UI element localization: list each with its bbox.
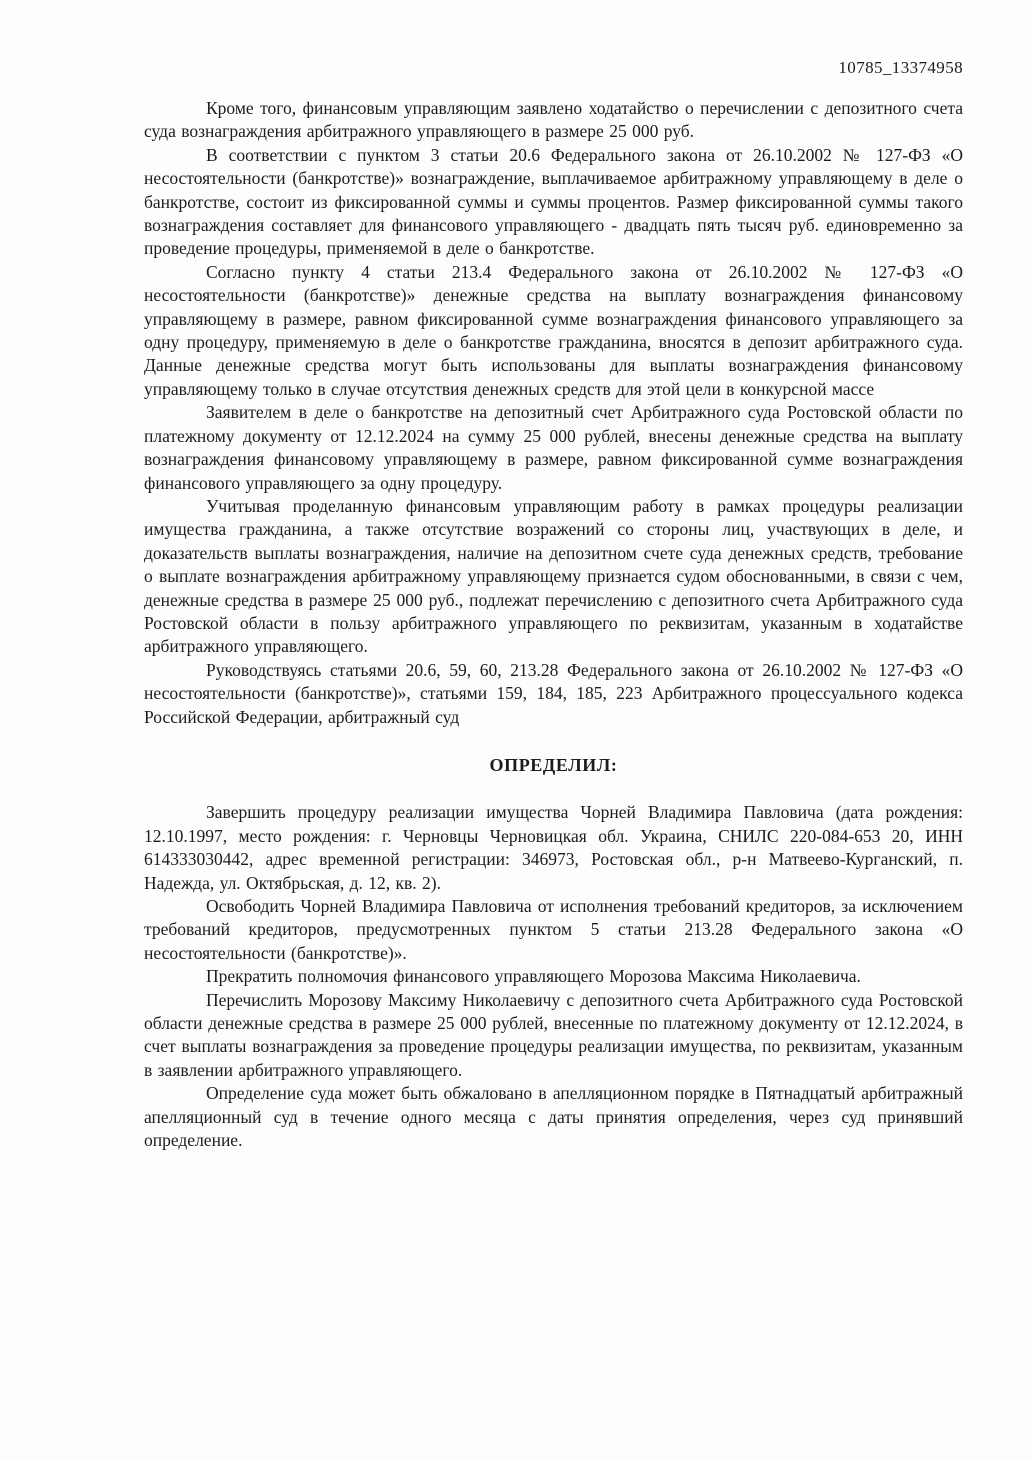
- paragraph-motion-transfer: Кроме того, финансовым управляющим заявлено ходатайство о перечислении с депозитного счета суда вознаграждения арбитражного управляющего в размере 25 000 руб.: [144, 98, 963, 142]
- paragraph-deposit-payment: Заявителем в деле о банкротстве на депозитный счет Арбитражного суда Ростовской области по платежному документу от 12.12.2024 на сумму 25 000 рублей, внесены денежные средства на выплату вознаграждения финансовому управляющему в размере, равном фиксированной сумме вознаграждения финансового управляющего за одну процедуру.: [144, 402, 963, 493]
- paragraph-complete-procedure: Завершить процедуру реализации имущества Чорней Владимира Павловича (дата рождения: 12.10.1997, место рождения: г. Черновцы Черновицкая обл. Украина, СНИЛС 220-084-653 20, ИНН 614333030442, адрес временной регистрации: 346973, Ростовская обл., р-н Матвеево-Курганский, п. Надежда, ул. Октябрьская, д. 12, кв. 2).: [144, 802, 963, 893]
- ruling-heading: ОПРЕДЕЛИЛ:: [489, 754, 618, 775]
- paragraph-law-20-6: В соответствии с пунктом 3 статьи 20.6 Федерального закона от 26.10.2002 № 127-ФЗ «О несостоятельности (банкротстве)» вознаграждение, выплачиваемое арбитражному управляющему в деле о банкротстве, состоит из фиксированной суммы и суммы процентов. Размер фиксированной суммы такого вознаграждения составляет для финансового управляющего - двадцать пять тысяч руб. единовременно за проведение процедуры, применяемой в деле о банкротстве.: [144, 144, 963, 259]
- paragraph-court-findings: Учитывая проделанную финансовым управляющим работу в рамках процедуры реализации имущества гражданина, а также отсутствие возражений со стороны лиц, участвующих в деле, и доказательств выплаты вознаграждения, наличие на депозитном счете суда денежных средств, требование о выплате вознаграждения арбитражному управляющему признается судом обоснованными, в связи с чем, денежные средства в размере 25 000 руб., подлежат перечислению с депозитного счета Арбитражного суда Ростовской области в пользу арбитражного управляющего по реквизитам, указанным в ходатайстве арбитражного управляющего.: [144, 495, 963, 657]
- paragraph-release-debtor: Освободить Чорней Владимира Павловича от исполнения требований кредиторов, за исключением требований кредиторов, предусмотренных пунктом 5 статьи 213.28 Федерального закона «О несостоятельности (банкротстве)».: [144, 896, 963, 963]
- paragraph-guided-by-articles: Руководствуясь статьями 20.6, 59, 60, 213.28 Федерального закона от 26.10.2002 № 127-ФЗ «О несостоятельности (банкротстве)», статьями 159, 184, 185, 223 Арбитражного процессуального кодекса Российской Федерации, арбитражный суд: [144, 659, 963, 727]
- paragraph-law-213-4: Согласно пункту 4 статьи 213.4 Федерального закона от 26.10.2002 № 127-ФЗ «О несостоятельности (банкротстве)» денежные средства на выплату вознаграждения финансовому управляющему в размере, равном фиксированной сумме вознаграждения финансового управляющего за одну процедуру, применяемую в деле о банкротстве гражданина, вносятся в депозит арбитражного суда. Данные денежные средства могут быть использованы для выплаты вознаграждения финансовому управляющему только в случае отсутствия денежных средств для этой цели в конкурсной массе: [144, 261, 963, 399]
- paragraph-transfer-funds: Перечислить Морозову Максиму Николаевичу с депозитного счета Арбитражного суда Ростовской области денежные средства в размере 25 000 рублей, внесенные по платежному документу от 12.12.2024, в счет выплаты вознаграждения за проведение процедуры реализации имущества, по реквизитам, указанным в заявлении арбитражного управляющего.: [144, 989, 963, 1080]
- document-number: 10785_13374958: [838, 58, 963, 77]
- paragraph-appeal-procedure: Определение суда может быть обжаловано в апелляционном порядке в Пятнадцатый арбитражный апелляционный суд в течение одного месяца с даты принятия определения, через суд принявший определение.: [144, 1083, 963, 1151]
- document-body: [144, 97, 963, 1152]
- paragraph-terminate-manager: Прекратить полномочия финансового управляющего Морозова Максима Николаевича.: [206, 966, 861, 987]
